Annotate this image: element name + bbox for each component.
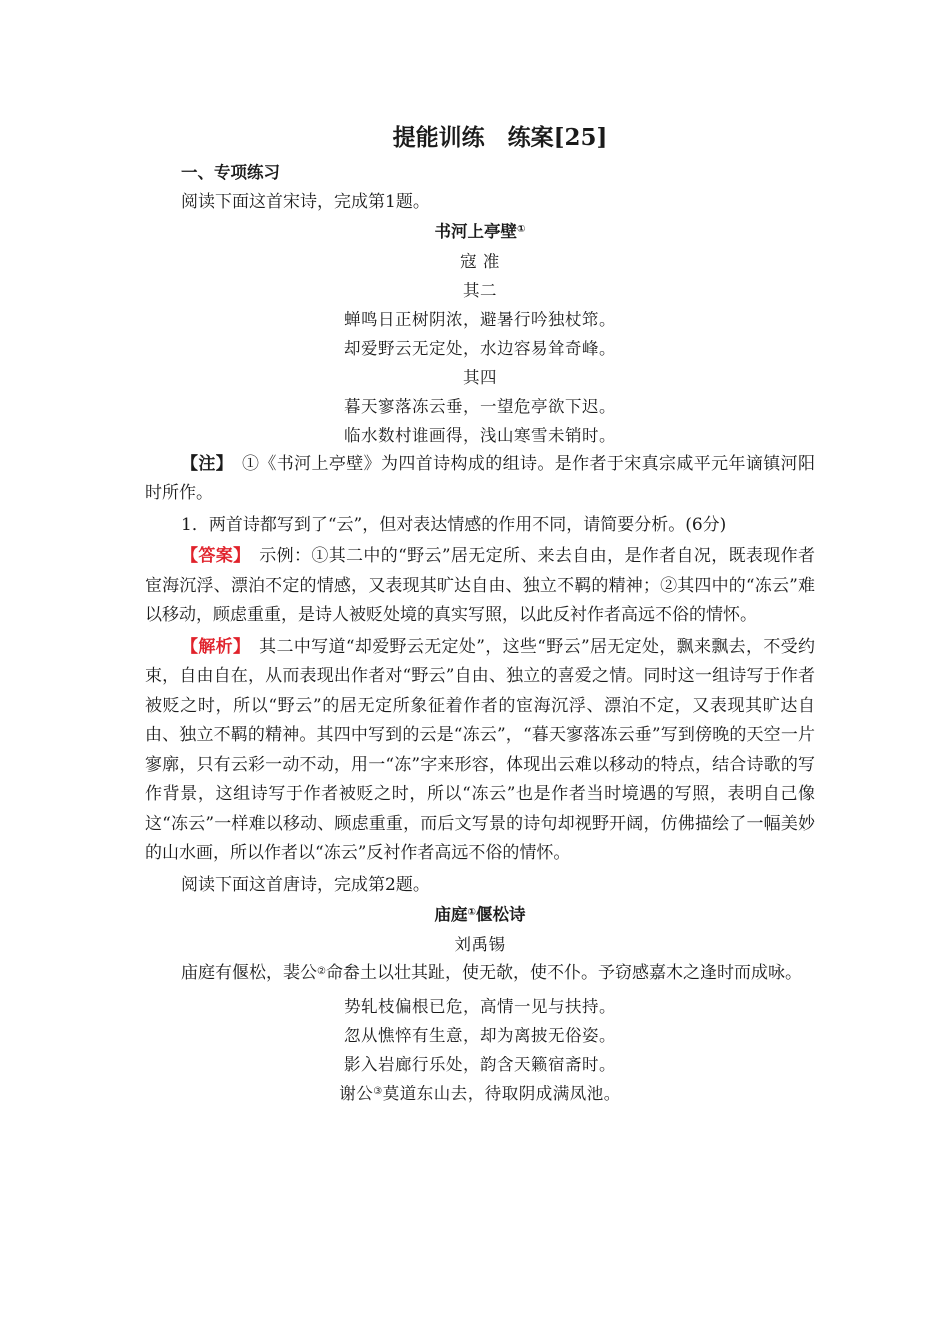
poem1-title: 书河上亭壁① [434, 222, 526, 241]
poem2-line: 忽从憔悴有生意，却为离披无俗姿。 [344, 1026, 616, 1045]
poem1-line: 暮天寥落冻云垂，一望危亭欲下迟。 [344, 396, 616, 416]
poem2-preface: 庙庭有偃松，裴公②命畚土以壮其趾，使无欹，使不仆。予窃感嘉木之逢时而成咏。 [181, 962, 802, 983]
poem1-author: 寇 准 [460, 251, 500, 271]
answer-paragraph: 【答案】 示例：①其二中的“野云”居无定所、来去自由，是作者自况，既表现作者宦海沉浮、漂泊不定的情感，又表现其旷达自由、独立不羁的精神；②其四中的“冻云”难以移动，顾虑重重，是诗人被贬处境的真实写照，以此反衬作者高远不俗的情怀。 [145, 546, 815, 625]
poem1-line: 临水数村谁画得，浅山寒雪未销时。 [344, 425, 616, 445]
poem1-line: 蝉鸣日正树阴浓，避暑行吟独杖筇。 [344, 309, 616, 329]
poem1-part2-label: 其二 [463, 280, 497, 300]
section-heading: 一、专项练习 [181, 163, 280, 182]
intro-2: 阅读下面这首唐诗，完成第2题。 [181, 874, 430, 895]
poem2-line: 势轧枝偏根已危，高情一见与扶持。 [344, 997, 616, 1016]
poem2-author: 刘禹锡 [454, 934, 506, 954]
poem2-line: 谢公③莫道东山去，待取阴成满凤池。 [339, 1084, 621, 1103]
poem1-part4-label: 其四 [463, 367, 497, 387]
question-1: 1．两首诗都写到了“云”，但对表达情感的作用不同，请简要分析。(6分) [181, 514, 727, 535]
poem1-line: 却爱野云无定处，水边容易耸奇峰。 [344, 338, 616, 358]
poem2-line: 影入岩廊行乐处，韵含天籁宿斋时。 [344, 1055, 616, 1074]
poem2-title: 庙庭①偃松诗 [434, 905, 526, 924]
note-paragraph: 【注】 ①《书河上亭壁》为四首诗构成的组诗。是作者于宋真宗咸平元年谪镇河阳时所作。 [145, 453, 815, 503]
analysis-paragraph: 【解析】 其二中写道“却爱野云无定处”，这些“野云”居无定处，飘来飘去，不受约束，自由自在，从而表现出作者对“野云”自由、独立的喜爱之情。同时这一组诗写于作者被贬之时，所以“野云”的居无定所象征着作者的宦海沉浮、漂泊不定，又表现其旷达自由、独立不羁的精神。其四中写到的云是“冻云”，“暮天寥落冻云垂”写到傍晚的天空一片寥廓，只有云彩一动不动，用一“冻”字来形容，体现出云难以移动的特点，结合诗歌的写作背景，这组诗写于作者被贬之时，所以“冻云”也是作者当时境遇的写照，表明自己像这“冻云”一样难以移动、顾虑重重，而后文写景的诗句却视野开阔，仿佛描绘了一幅美妙的山水画，所以作者以“冻云”反衬作者高远不俗的情怀。 [145, 636, 815, 863]
page-title: 提能训练 练案[25] [392, 124, 608, 151]
intro-1: 阅读下面这首宋诗，完成第1题。 [181, 191, 430, 212]
document-page [145, 118, 815, 1108]
